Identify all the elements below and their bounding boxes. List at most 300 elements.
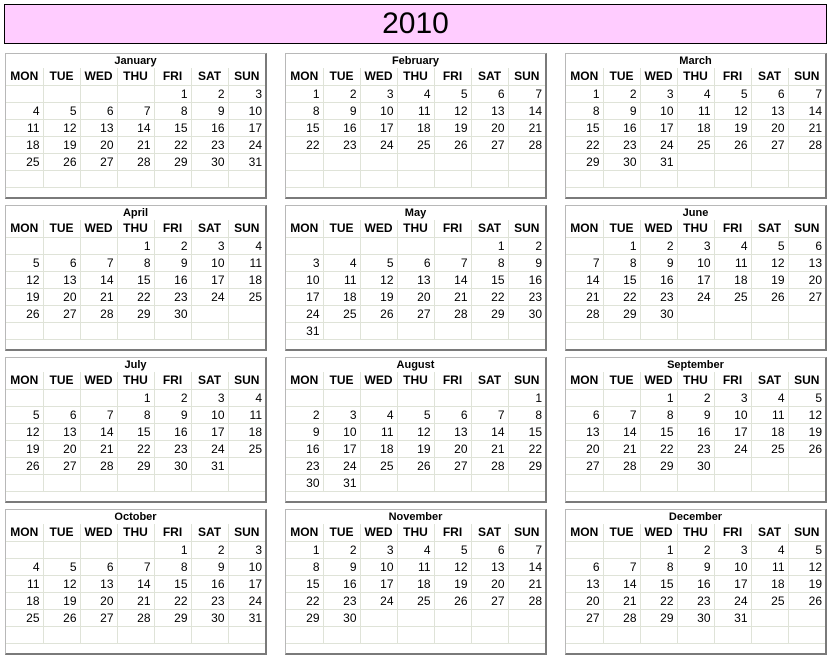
weekday-label: FRI (714, 524, 751, 541)
week-row (286, 541, 545, 558)
day-cell (191, 305, 228, 322)
day-cell: 3 (228, 541, 265, 558)
day-cell (677, 153, 714, 170)
day-cell (471, 389, 508, 406)
day-cell: 8 (117, 406, 154, 423)
day-cell (360, 626, 397, 643)
week-row (6, 119, 265, 136)
week-row (286, 423, 545, 440)
day-cell (360, 153, 397, 170)
weekday-label: SUN (788, 220, 825, 237)
day-cell: 20 (788, 271, 825, 288)
day-cell (360, 474, 397, 491)
day-cell: 27 (43, 457, 80, 474)
day-cell: 24 (360, 136, 397, 153)
day-cell: 25 (677, 136, 714, 153)
day-cell: 19 (751, 271, 788, 288)
day-cell: 10 (360, 558, 397, 575)
weekday-label: WED (640, 372, 677, 389)
day-cell: 16 (286, 440, 323, 457)
day-cell (603, 541, 640, 558)
day-cell: 28 (80, 305, 117, 322)
day-cell: 6 (43, 406, 80, 423)
day-cell: 18 (228, 271, 265, 288)
day-cell: 2 (154, 237, 191, 254)
day-cell: 19 (434, 119, 471, 136)
day-cell: 11 (397, 558, 434, 575)
day-cell: 5 (43, 102, 80, 119)
day-cell: 7 (471, 406, 508, 423)
day-cell: 16 (508, 271, 545, 288)
week-row (566, 558, 825, 575)
day-cell: 16 (191, 119, 228, 136)
day-cell: 26 (6, 457, 43, 474)
day-cell: 3 (360, 541, 397, 558)
day-cell: 6 (566, 558, 603, 575)
day-cell: 18 (677, 119, 714, 136)
day-cell: 5 (788, 541, 825, 558)
weekday-label: MON (286, 68, 323, 85)
day-cell: 22 (566, 136, 603, 153)
day-cell (508, 474, 545, 491)
day-cell: 12 (788, 406, 825, 423)
day-cell: 10 (360, 102, 397, 119)
day-cell (323, 170, 360, 187)
day-cell: 16 (154, 271, 191, 288)
weekday-header-row (6, 524, 265, 541)
day-cell (323, 389, 360, 406)
weekday-label: WED (80, 68, 117, 85)
day-cell: 3 (360, 85, 397, 102)
day-cell: 23 (191, 136, 228, 153)
weekday-label: WED (640, 220, 677, 237)
day-cell: 31 (323, 474, 360, 491)
day-cell (434, 322, 471, 339)
day-cell: 29 (508, 457, 545, 474)
week-row (6, 423, 265, 440)
day-cell (360, 609, 397, 626)
day-cell: 1 (286, 541, 323, 558)
day-cell (43, 237, 80, 254)
day-cell (603, 626, 640, 643)
day-cell: 7 (508, 541, 545, 558)
month-december (565, 509, 827, 655)
day-cell (508, 322, 545, 339)
weekday-header-row (286, 68, 545, 85)
day-cell: 27 (43, 305, 80, 322)
day-cell (566, 389, 603, 406)
week-row (6, 170, 265, 187)
day-cell: 19 (43, 592, 80, 609)
day-cell: 7 (80, 254, 117, 271)
day-cell: 31 (286, 322, 323, 339)
day-cell: 20 (566, 440, 603, 457)
week-row (566, 305, 825, 322)
day-cell: 24 (191, 440, 228, 457)
week-row (286, 102, 545, 119)
day-cell: 3 (640, 85, 677, 102)
weekday-label: WED (360, 524, 397, 541)
day-cell: 3 (323, 406, 360, 423)
day-cell: 13 (434, 423, 471, 440)
day-cell: 24 (228, 136, 265, 153)
month-march (565, 53, 827, 199)
weekday-label: WED (640, 524, 677, 541)
weekday-label: TUE (603, 220, 640, 237)
weekday-header-row (566, 220, 825, 237)
week-row (286, 558, 545, 575)
day-cell: 17 (228, 575, 265, 592)
weekday-label: SAT (191, 372, 228, 389)
day-cell: 28 (508, 592, 545, 609)
weekday-label: SUN (228, 524, 265, 541)
day-cell: 4 (360, 406, 397, 423)
day-cell: 29 (117, 457, 154, 474)
day-cell: 24 (191, 288, 228, 305)
day-cell: 2 (191, 85, 228, 102)
day-cell (80, 237, 117, 254)
day-cell: 28 (80, 457, 117, 474)
month-august (285, 357, 547, 503)
weekday-label: MON (286, 524, 323, 541)
day-cell (6, 170, 43, 187)
day-cell: 20 (566, 592, 603, 609)
week-row (286, 136, 545, 153)
day-cell: 1 (471, 237, 508, 254)
day-cell: 9 (154, 406, 191, 423)
day-cell: 26 (43, 153, 80, 170)
day-cell: 3 (714, 389, 751, 406)
day-cell: 16 (677, 423, 714, 440)
weekday-label: THU (117, 524, 154, 541)
day-cell: 7 (603, 406, 640, 423)
day-cell: 5 (788, 389, 825, 406)
day-cell: 14 (471, 423, 508, 440)
day-cell (751, 153, 788, 170)
day-cell (751, 626, 788, 643)
day-cell (603, 170, 640, 187)
day-cell (434, 153, 471, 170)
day-cell: 22 (640, 440, 677, 457)
weekday-label: WED (80, 372, 117, 389)
day-cell: 18 (751, 423, 788, 440)
day-cell (286, 389, 323, 406)
weekday-label: FRI (154, 68, 191, 85)
day-cell (603, 474, 640, 491)
day-cell (154, 322, 191, 339)
month-title: November (388, 511, 443, 523)
weekday-label: SUN (228, 220, 265, 237)
month-table (6, 372, 265, 492)
month-title: April (122, 207, 149, 219)
day-cell: 23 (191, 592, 228, 609)
weekday-label: THU (397, 524, 434, 541)
day-cell: 16 (154, 423, 191, 440)
day-cell: 14 (117, 575, 154, 592)
day-cell (397, 153, 434, 170)
day-cell: 21 (434, 288, 471, 305)
day-cell: 2 (323, 541, 360, 558)
day-cell (788, 626, 825, 643)
day-cell: 5 (751, 237, 788, 254)
day-cell: 19 (434, 575, 471, 592)
day-cell (360, 389, 397, 406)
day-cell (154, 474, 191, 491)
day-cell: 14 (117, 119, 154, 136)
day-cell: 25 (714, 288, 751, 305)
week-row (286, 575, 545, 592)
day-cell (6, 626, 43, 643)
day-cell: 18 (228, 423, 265, 440)
day-cell: 27 (471, 136, 508, 153)
day-cell: 10 (228, 558, 265, 575)
day-cell: 18 (6, 592, 43, 609)
day-cell: 12 (6, 423, 43, 440)
day-cell (566, 626, 603, 643)
day-cell: 30 (154, 457, 191, 474)
weekday-label: SUN (788, 524, 825, 541)
day-cell: 5 (434, 541, 471, 558)
day-cell: 30 (677, 457, 714, 474)
day-cell: 11 (751, 558, 788, 575)
week-row (566, 592, 825, 609)
day-cell: 12 (788, 558, 825, 575)
day-cell: 25 (228, 440, 265, 457)
weekday-label: FRI (434, 68, 471, 85)
day-cell: 25 (6, 153, 43, 170)
day-cell: 25 (397, 592, 434, 609)
day-cell (80, 170, 117, 187)
day-cell: 17 (323, 440, 360, 457)
day-cell (640, 474, 677, 491)
day-cell (6, 541, 43, 558)
week-row (566, 474, 825, 491)
day-cell: 2 (323, 85, 360, 102)
day-cell: 12 (43, 119, 80, 136)
day-cell: 22 (286, 136, 323, 153)
weekday-label: SUN (788, 372, 825, 389)
day-cell: 28 (603, 457, 640, 474)
week-row (6, 626, 265, 643)
day-cell: 15 (117, 271, 154, 288)
day-cell: 16 (640, 271, 677, 288)
day-cell: 22 (603, 288, 640, 305)
day-cell (397, 389, 434, 406)
day-cell (471, 322, 508, 339)
day-cell: 26 (6, 305, 43, 322)
day-cell (714, 474, 751, 491)
week-row (6, 457, 265, 474)
day-cell: 11 (6, 575, 43, 592)
weekday-header-row (6, 220, 265, 237)
day-cell: 1 (566, 85, 603, 102)
day-cell (117, 474, 154, 491)
day-cell: 21 (80, 440, 117, 457)
day-cell: 9 (603, 102, 640, 119)
day-cell (471, 170, 508, 187)
day-cell: 9 (191, 102, 228, 119)
day-cell: 20 (471, 575, 508, 592)
day-cell (714, 322, 751, 339)
day-cell: 11 (360, 423, 397, 440)
day-cell: 11 (323, 271, 360, 288)
day-cell: 20 (434, 440, 471, 457)
day-cell (80, 541, 117, 558)
day-cell: 29 (471, 305, 508, 322)
weekday-label: THU (397, 220, 434, 237)
week-row (286, 406, 545, 423)
day-cell (434, 170, 471, 187)
day-cell: 3 (228, 85, 265, 102)
day-cell: 28 (603, 609, 640, 626)
day-cell: 27 (566, 457, 603, 474)
weekday-label: WED (80, 220, 117, 237)
day-cell: 29 (154, 609, 191, 626)
day-cell: 31 (714, 609, 751, 626)
day-cell: 23 (323, 592, 360, 609)
day-cell (788, 322, 825, 339)
weekday-label: SUN (228, 68, 265, 85)
day-cell: 11 (6, 119, 43, 136)
week-row (6, 592, 265, 609)
day-cell: 18 (360, 440, 397, 457)
day-cell: 4 (751, 541, 788, 558)
month-table (6, 524, 265, 644)
weekday-label: SUN (508, 220, 545, 237)
day-cell (228, 305, 265, 322)
day-cell: 22 (286, 592, 323, 609)
day-cell: 15 (286, 119, 323, 136)
month-title: August (396, 359, 435, 371)
day-cell: 13 (751, 102, 788, 119)
day-cell: 29 (640, 457, 677, 474)
weekday-label: SAT (751, 372, 788, 389)
day-cell (508, 626, 545, 643)
month-november (285, 509, 547, 655)
day-cell: 9 (508, 254, 545, 271)
day-cell: 8 (640, 558, 677, 575)
day-cell (471, 474, 508, 491)
day-cell (43, 322, 80, 339)
day-cell (434, 389, 471, 406)
weekday-header-row (566, 68, 825, 85)
weekday-label: MON (566, 220, 603, 237)
weekday-label: THU (117, 372, 154, 389)
day-cell: 15 (471, 271, 508, 288)
day-cell: 28 (471, 457, 508, 474)
week-row (286, 609, 545, 626)
day-cell: 20 (471, 119, 508, 136)
day-cell: 6 (566, 406, 603, 423)
day-cell: 17 (286, 288, 323, 305)
day-cell: 21 (471, 440, 508, 457)
day-cell (6, 322, 43, 339)
weekday-label: FRI (714, 68, 751, 85)
day-cell: 17 (191, 271, 228, 288)
day-cell: 25 (323, 305, 360, 322)
day-cell: 23 (323, 136, 360, 153)
day-cell (80, 626, 117, 643)
weekday-label: SUN (508, 372, 545, 389)
day-cell: 26 (397, 457, 434, 474)
day-cell (434, 474, 471, 491)
day-cell: 21 (566, 288, 603, 305)
day-cell: 19 (788, 423, 825, 440)
day-cell: 17 (714, 575, 751, 592)
week-row (286, 474, 545, 491)
day-cell: 20 (397, 288, 434, 305)
day-cell: 7 (117, 102, 154, 119)
week-row (6, 237, 265, 254)
day-cell: 18 (714, 271, 751, 288)
month-june (565, 205, 827, 351)
day-cell: 30 (191, 609, 228, 626)
week-row (6, 541, 265, 558)
month-table (6, 220, 265, 340)
day-cell: 6 (751, 85, 788, 102)
day-cell: 15 (640, 575, 677, 592)
weekday-label: MON (566, 524, 603, 541)
day-cell: 5 (6, 254, 43, 271)
day-cell: 2 (286, 406, 323, 423)
month-table (566, 68, 825, 188)
day-cell: 24 (286, 305, 323, 322)
day-cell: 1 (640, 541, 677, 558)
day-cell (80, 389, 117, 406)
week-row (286, 440, 545, 457)
day-cell: 20 (43, 440, 80, 457)
day-cell (191, 474, 228, 491)
day-cell: 8 (286, 102, 323, 119)
weekday-label: THU (397, 68, 434, 85)
day-cell: 24 (714, 592, 751, 609)
month-october (5, 509, 267, 655)
day-cell: 21 (603, 592, 640, 609)
week-row (566, 389, 825, 406)
day-cell: 10 (191, 406, 228, 423)
day-cell: 14 (603, 423, 640, 440)
day-cell: 7 (434, 254, 471, 271)
day-cell: 30 (154, 305, 191, 322)
weekday-label: FRI (434, 524, 471, 541)
day-cell: 20 (43, 288, 80, 305)
day-cell (397, 237, 434, 254)
week-row (566, 271, 825, 288)
day-cell: 28 (508, 136, 545, 153)
weekday-label: MON (566, 68, 603, 85)
day-cell: 27 (80, 609, 117, 626)
week-row (6, 153, 265, 170)
day-cell: 3 (191, 389, 228, 406)
day-cell: 25 (228, 288, 265, 305)
day-cell (788, 457, 825, 474)
day-cell: 26 (788, 592, 825, 609)
week-row (6, 305, 265, 322)
day-cell: 26 (43, 609, 80, 626)
day-cell (714, 626, 751, 643)
weekday-label: FRI (154, 524, 191, 541)
weekday-label: SAT (751, 220, 788, 237)
week-row (566, 136, 825, 153)
day-cell: 25 (360, 457, 397, 474)
month-table (6, 68, 265, 188)
weekday-label: WED (640, 68, 677, 85)
day-cell: 5 (434, 85, 471, 102)
day-cell: 19 (6, 288, 43, 305)
day-cell: 3 (286, 254, 323, 271)
day-cell: 31 (228, 153, 265, 170)
day-cell (80, 474, 117, 491)
